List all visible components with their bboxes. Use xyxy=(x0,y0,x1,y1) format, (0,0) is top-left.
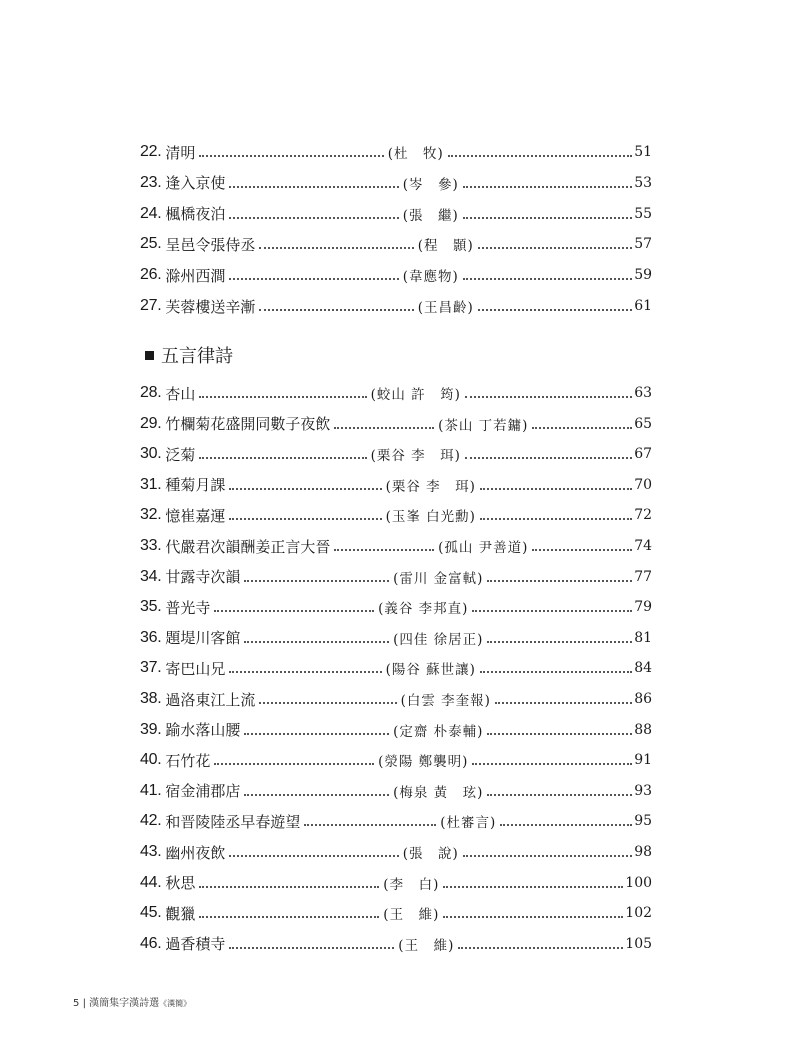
entry-title: 普光寺 xyxy=(165,598,211,617)
toc-entry[interactable] xyxy=(140,442,652,466)
entry-author: (茶山 丁若鏞) xyxy=(438,417,529,434)
entry-page-number: 67 xyxy=(634,446,653,463)
entry-number: 38. xyxy=(140,690,162,707)
dotted-leader xyxy=(443,916,623,918)
toc-entry[interactable] xyxy=(140,473,652,497)
dotted-leader xyxy=(229,217,398,219)
entry-author: (李 白) xyxy=(383,876,440,893)
dotted-leader xyxy=(229,671,381,673)
dotted-leader xyxy=(199,396,366,398)
entry-author: (張 說) xyxy=(402,846,459,862)
entry-page-number: 81 xyxy=(634,629,653,646)
footer-page-number: 5 xyxy=(73,998,80,1009)
entry-number: 30. xyxy=(140,445,162,463)
entry-author: (義谷 李邦直) xyxy=(378,601,469,618)
entry-author: (栗谷 李 珥) xyxy=(370,448,461,465)
entry-author: (王昌齡) xyxy=(417,300,474,316)
dotted-leader xyxy=(480,488,632,490)
entry-title: 代嚴君次韻酬姜正言大晉 xyxy=(165,537,331,556)
entry-number: 42. xyxy=(140,812,162,830)
entry-author: (梅泉 黃 玹) xyxy=(393,784,484,801)
entry-page-number: 65 xyxy=(634,415,653,432)
entry-number: 32. xyxy=(140,506,162,524)
toc-entry[interactable] xyxy=(140,595,652,619)
toc-entry[interactable] xyxy=(140,534,652,558)
entry-page-number: 95 xyxy=(634,813,653,830)
entry-author: (程 顥) xyxy=(417,238,474,255)
entry-title: 種菊月課 xyxy=(165,476,226,495)
entry-title: 甘露寺次韻 xyxy=(165,568,241,587)
toc-entry[interactable] xyxy=(140,140,652,164)
dotted-leader xyxy=(463,278,632,280)
entry-page-number: 59 xyxy=(634,267,653,284)
entry-title: 寄巴山兄 xyxy=(165,659,226,678)
dotted-leader xyxy=(334,427,434,429)
dotted-leader xyxy=(229,518,381,520)
entry-author: (雷川 金富軾) xyxy=(393,570,484,587)
entry-title: 楓橋夜泊 xyxy=(165,205,226,224)
dotted-leader xyxy=(229,278,398,280)
entry-title: 過香積寺 xyxy=(165,935,226,954)
dotted-leader xyxy=(244,794,389,796)
toc-entry[interactable] xyxy=(140,840,652,864)
square-bullet-icon xyxy=(145,351,154,360)
entry-page-number: 88 xyxy=(634,721,653,738)
toc-entry[interactable] xyxy=(140,294,652,318)
entry-title: 呈邑令張侍丞 xyxy=(165,235,256,254)
dotted-leader xyxy=(214,763,374,765)
dotted-leader xyxy=(244,733,389,735)
toc-entry[interactable] xyxy=(140,871,652,895)
entry-page-number: 72 xyxy=(634,507,653,524)
entry-number: 28. xyxy=(140,384,162,401)
entry-page-number: 93 xyxy=(634,782,653,799)
dotted-leader xyxy=(463,855,632,857)
entry-page-number: 100 xyxy=(625,874,653,891)
entry-number: 43. xyxy=(140,843,162,860)
toc-entry[interactable] xyxy=(140,202,652,226)
entry-page-number: 61 xyxy=(634,298,653,314)
entry-number: 41. xyxy=(140,781,162,799)
entry-page-number: 86 xyxy=(634,691,653,707)
entry-page-number: 79 xyxy=(634,599,653,616)
entry-number: 36. xyxy=(140,628,162,646)
entry-number: 33. xyxy=(140,537,162,554)
entry-title: 泛菊 xyxy=(165,445,196,464)
entry-title: 石竹花 xyxy=(165,751,211,770)
toc-entry[interactable] xyxy=(140,687,652,711)
toc-entry[interactable] xyxy=(140,901,652,925)
entry-page-number: 51 xyxy=(634,144,653,160)
entry-author: (孤山 尹善道) xyxy=(438,540,529,556)
entry-title: 幽州夜飲 xyxy=(165,843,226,862)
toc-entry[interactable] xyxy=(140,656,652,680)
entry-number: 45. xyxy=(140,904,162,922)
entry-page-number: 74 xyxy=(634,538,653,554)
toc-entry[interactable] xyxy=(140,626,652,650)
entry-title: 題堤川客館 xyxy=(165,629,241,648)
entry-title: 過洛東江上流 xyxy=(165,690,256,709)
entry-number: 29. xyxy=(140,414,162,432)
dotted-leader xyxy=(443,886,623,888)
entry-number: 34. xyxy=(140,567,162,585)
entry-number: 40. xyxy=(140,751,162,769)
entry-page-number: 84 xyxy=(634,660,653,677)
dotted-leader xyxy=(214,610,374,612)
toc-entry[interactable] xyxy=(140,232,652,256)
toc-entry[interactable] xyxy=(140,809,652,833)
entry-page-number: 91 xyxy=(634,752,653,769)
toc-entry[interactable] xyxy=(140,412,652,436)
entry-page-number: 53 xyxy=(634,174,653,191)
footer-subtitle: 《漢簡》 xyxy=(159,999,192,1008)
toc-entry[interactable] xyxy=(140,503,652,527)
entry-title: 清明 xyxy=(165,143,196,162)
entry-title: 滁州西澗 xyxy=(165,266,226,285)
entry-number: 26. xyxy=(140,266,162,284)
dotted-leader xyxy=(500,824,632,826)
dotted-leader xyxy=(199,886,379,888)
dotted-leader xyxy=(495,702,632,704)
dotted-leader xyxy=(259,309,413,311)
dotted-leader xyxy=(463,186,632,188)
entry-number: 24. xyxy=(140,204,162,222)
dotted-leader xyxy=(532,549,632,551)
dotted-leader xyxy=(259,702,396,704)
dotted-leader xyxy=(487,580,632,582)
entry-number: 31. xyxy=(140,475,162,493)
dotted-leader xyxy=(334,549,434,551)
entry-author: (韋應物) xyxy=(402,269,459,286)
dotted-leader xyxy=(259,247,413,249)
entry-number: 44. xyxy=(140,873,162,891)
dotted-leader xyxy=(480,518,632,520)
entry-title: 竹欄菊花盛開同數子夜飲 xyxy=(165,415,331,434)
entry-page-number: 57 xyxy=(634,236,653,253)
dotted-leader xyxy=(532,427,632,429)
entry-number: 23. xyxy=(140,173,162,191)
dotted-leader xyxy=(448,155,632,157)
entry-author: (王 維) xyxy=(398,937,455,954)
toc-entry[interactable] xyxy=(140,932,652,956)
entry-title: 觀獵 xyxy=(165,904,196,923)
entry-number: 37. xyxy=(140,659,162,677)
entry-page-number: 70 xyxy=(634,476,653,493)
dotted-leader xyxy=(229,488,381,490)
entry-author: (杜審言) xyxy=(440,815,497,832)
toc-entry[interactable] xyxy=(140,263,652,287)
entry-author: (滎陽 鄭襲明) xyxy=(378,754,469,771)
entry-page-number: 102 xyxy=(625,905,653,922)
entry-number: 46. xyxy=(140,934,162,952)
entry-author: (四佳 徐居正) xyxy=(393,631,484,648)
footer-book-title: 漢簡集字漢詩選 xyxy=(89,998,160,1009)
entry-page-number: 105 xyxy=(625,935,653,952)
dotted-leader xyxy=(478,247,632,249)
dotted-leader xyxy=(487,641,632,643)
entry-title: 逢入京使 xyxy=(165,174,226,193)
dotted-leader xyxy=(199,916,379,918)
entry-author: (定齋 朴泰輔) xyxy=(393,723,484,740)
dotted-leader xyxy=(480,671,632,673)
dotted-leader xyxy=(478,309,632,311)
dotted-leader xyxy=(463,217,632,219)
section-heading-label: 五言律詩 xyxy=(161,346,233,367)
dotted-leader xyxy=(472,763,632,765)
entry-title: 杏山 xyxy=(165,384,196,403)
entry-page-number: 63 xyxy=(634,385,653,401)
dotted-leader xyxy=(244,580,389,582)
toc-entry[interactable] xyxy=(140,779,652,803)
entry-number: 39. xyxy=(140,720,162,738)
dotted-leader xyxy=(244,641,389,643)
entry-page-number: 98 xyxy=(634,844,653,860)
entry-page-number: 55 xyxy=(634,205,653,222)
dotted-leader xyxy=(229,855,398,857)
entry-author: (陽谷 蘇世讓) xyxy=(385,662,476,679)
entry-title: 和晋陵陸丞早春遊望 xyxy=(165,812,301,831)
entry-author: (王 維) xyxy=(383,907,440,924)
entry-title: 憶崔嘉運 xyxy=(165,506,226,525)
entry-title: 踰水落山腰 xyxy=(165,721,241,740)
dotted-leader xyxy=(487,733,632,735)
toc-entry[interactable] xyxy=(140,171,652,195)
dotted-leader xyxy=(458,947,623,949)
page-footer xyxy=(73,994,191,1009)
dotted-leader xyxy=(199,457,366,459)
entry-number: 22. xyxy=(140,143,162,160)
footer-separator: | xyxy=(82,998,86,1009)
entry-author: (玉峯 白光勳) xyxy=(385,509,476,526)
dotted-leader xyxy=(229,947,394,949)
toc-entry[interactable] xyxy=(140,718,652,742)
entry-number: 25. xyxy=(140,235,162,253)
entry-author: (白雲 李奎報) xyxy=(400,693,491,709)
dotted-leader xyxy=(304,824,436,826)
entry-number: 35. xyxy=(140,598,162,616)
dotted-leader xyxy=(472,610,632,612)
entry-title: 芙蓉樓送辛漸 xyxy=(165,297,256,316)
entry-author: (蛟山 許 筠) xyxy=(370,387,461,403)
entry-author: (栗谷 李 珥) xyxy=(385,478,476,495)
toc-entry[interactable] xyxy=(140,565,652,589)
dotted-leader xyxy=(199,155,383,157)
toc-entry[interactable] xyxy=(140,381,652,405)
dotted-leader xyxy=(229,186,398,188)
dotted-leader xyxy=(465,457,632,459)
toc-entry[interactable] xyxy=(140,748,652,772)
section-heading xyxy=(145,343,233,367)
entry-number: 27. xyxy=(140,297,162,314)
entry-author: (張 繼) xyxy=(402,207,459,224)
dotted-leader xyxy=(487,794,632,796)
entry-author: (杜 牧) xyxy=(387,146,444,162)
dotted-leader xyxy=(465,396,632,398)
entry-title: 秋思 xyxy=(165,874,196,893)
entry-author: (岑 參) xyxy=(402,176,459,193)
entry-title: 宿金浦郡店 xyxy=(165,782,241,801)
entry-page-number: 77 xyxy=(634,568,653,585)
